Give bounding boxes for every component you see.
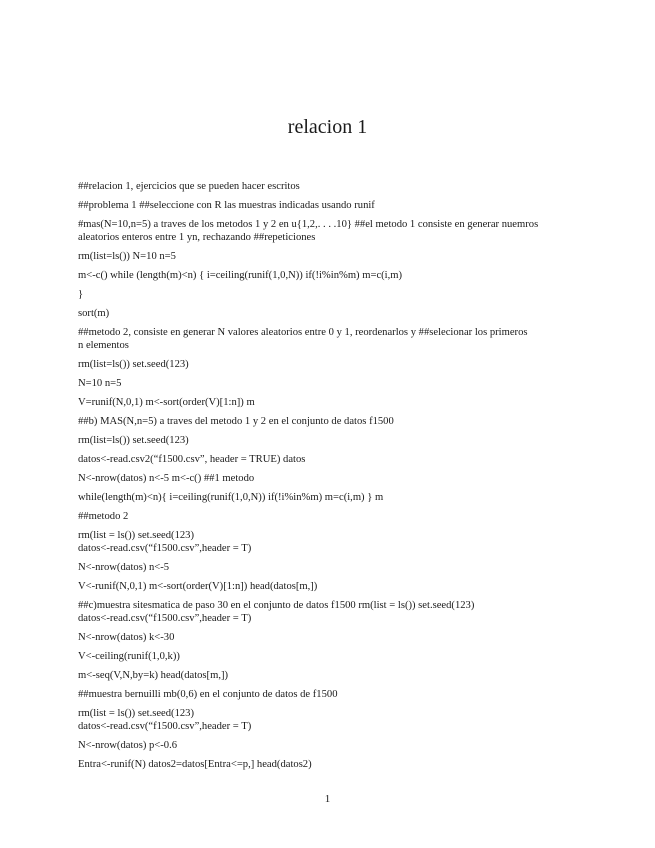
document-body bbox=[78, 180, 583, 777]
text-line: while(length(m)<n){ i=ceiling(runif(1,0,N)) if(!i%in%m) m=c(i,m) } m bbox=[78, 492, 384, 503]
text-line: Entra<-runif(N) datos2=datos[Entra<=p,] head(datos2) bbox=[78, 759, 312, 770]
code-paragraph bbox=[78, 631, 583, 644]
code-paragraph bbox=[78, 599, 583, 625]
text-line: datos<-read.csv(“f1500.csv”,header = T) bbox=[78, 613, 252, 624]
text-line: rm(list=ls()) N=10 n=5 bbox=[78, 251, 176, 262]
text-line: N<-nrow(datos) p<-0.6 bbox=[78, 740, 178, 751]
text-line: m<-c() while (length(m)<n) { i=ceiling(runif(1,0,N)) if(!i%in%m) m=c(i,m) bbox=[78, 270, 403, 281]
text-line: N<-nrow(datos) n<-5 bbox=[78, 562, 170, 573]
text-line: rm(list = ls()) set.seed(123) bbox=[78, 530, 195, 541]
code-paragraph bbox=[78, 307, 583, 320]
code-paragraph bbox=[78, 739, 583, 752]
code-paragraph bbox=[78, 510, 583, 523]
text-line: sort(m) bbox=[78, 308, 110, 319]
code-paragraph bbox=[78, 269, 583, 282]
code-paragraph bbox=[78, 180, 583, 193]
code-paragraph bbox=[78, 688, 583, 701]
text-line: N=10 n=5 bbox=[78, 378, 122, 389]
code-paragraph bbox=[78, 669, 583, 682]
text-line: #mas(N=10,n=5) a traves de los metodos 1 y 2 en u{1,2,. . . .10} ##el metodo 1 consiste en generar nuemros bbox=[78, 219, 539, 230]
code-paragraph bbox=[78, 218, 583, 244]
code-paragraph bbox=[78, 396, 583, 409]
code-paragraph bbox=[78, 326, 583, 352]
text-line: V=runif(N,0,1) m<-sort(order(V)[1:n]) m bbox=[78, 397, 255, 408]
code-paragraph bbox=[78, 288, 583, 301]
code-paragraph bbox=[78, 650, 583, 663]
code-paragraph bbox=[78, 758, 583, 771]
page-number: 1 bbox=[324, 793, 331, 805]
document-title: relacion 1 bbox=[287, 116, 368, 138]
text-line: rm(list = ls()) set.seed(123) bbox=[78, 708, 195, 719]
code-paragraph bbox=[78, 250, 583, 263]
text-line: rm(list=ls()) set.seed(123) bbox=[78, 359, 189, 370]
code-paragraph bbox=[78, 707, 583, 733]
code-paragraph bbox=[78, 415, 583, 428]
text-line: datos<-read.csv(“f1500.csv”,header = T) bbox=[78, 721, 252, 732]
text-line: N<-nrow(datos) k<-30 bbox=[78, 632, 175, 643]
text-line: m<-seq(V,N,by=k) head(datos[m,]) bbox=[78, 670, 229, 681]
code-paragraph bbox=[78, 199, 583, 212]
text-line: ##muestra bernuilli mb(0,6) en el conjunto de datos de f1500 bbox=[78, 689, 338, 700]
text-line: ##metodo 2 bbox=[78, 511, 129, 522]
text-line: ##b) MAS(N,n=5) a traves del metodo 1 y 2 en el conjunto de datos f1500 bbox=[78, 416, 394, 427]
code-paragraph bbox=[78, 529, 583, 555]
text-line: } bbox=[78, 289, 84, 300]
text-line: ##metodo 2, consiste en generar N valores aleatorios entre 0 y 1, reordenarlos y ##selecionar los primeros bbox=[78, 327, 528, 338]
text-line: datos<-read.csv(“f1500.csv”,header = T) bbox=[78, 543, 252, 554]
code-paragraph bbox=[78, 434, 583, 447]
text-line: ##problema 1 ##seleccione con R las muestras indicadas usando runif bbox=[78, 200, 375, 211]
code-paragraph bbox=[78, 491, 583, 504]
text-line: rm(list=ls()) set.seed(123) bbox=[78, 435, 189, 446]
text-line: ##relacion 1, ejercicios que se pueden hacer escritos bbox=[78, 181, 300, 192]
text-line: N<-nrow(datos) n<-5 m<-c() ##1 metodo bbox=[78, 473, 255, 484]
text-line: aleatorios enteros entre 1 yn, rechazando ##repeticiones bbox=[78, 232, 316, 243]
text-line: V<-runif(N,0,1) m<-sort(order(V)[1:n]) head(datos[m,]) bbox=[78, 581, 318, 592]
text-line: datos<-read.csv2(“f1500.csv”, header = TRUE) datos bbox=[78, 454, 306, 465]
code-paragraph bbox=[78, 561, 583, 574]
text-line: n elementos bbox=[78, 340, 129, 351]
code-paragraph bbox=[78, 377, 583, 390]
code-paragraph bbox=[78, 453, 583, 466]
code-paragraph bbox=[78, 580, 583, 593]
text-line: ##c)muestra sitesmatica de paso 30 en el conjunto de datos f1500 rm(list = ls()) set.seed(123) bbox=[78, 600, 475, 611]
code-paragraph bbox=[78, 472, 583, 485]
text-line: V<-ceiling(runif(1,0,k)) bbox=[78, 651, 180, 662]
code-paragraph bbox=[78, 358, 583, 371]
